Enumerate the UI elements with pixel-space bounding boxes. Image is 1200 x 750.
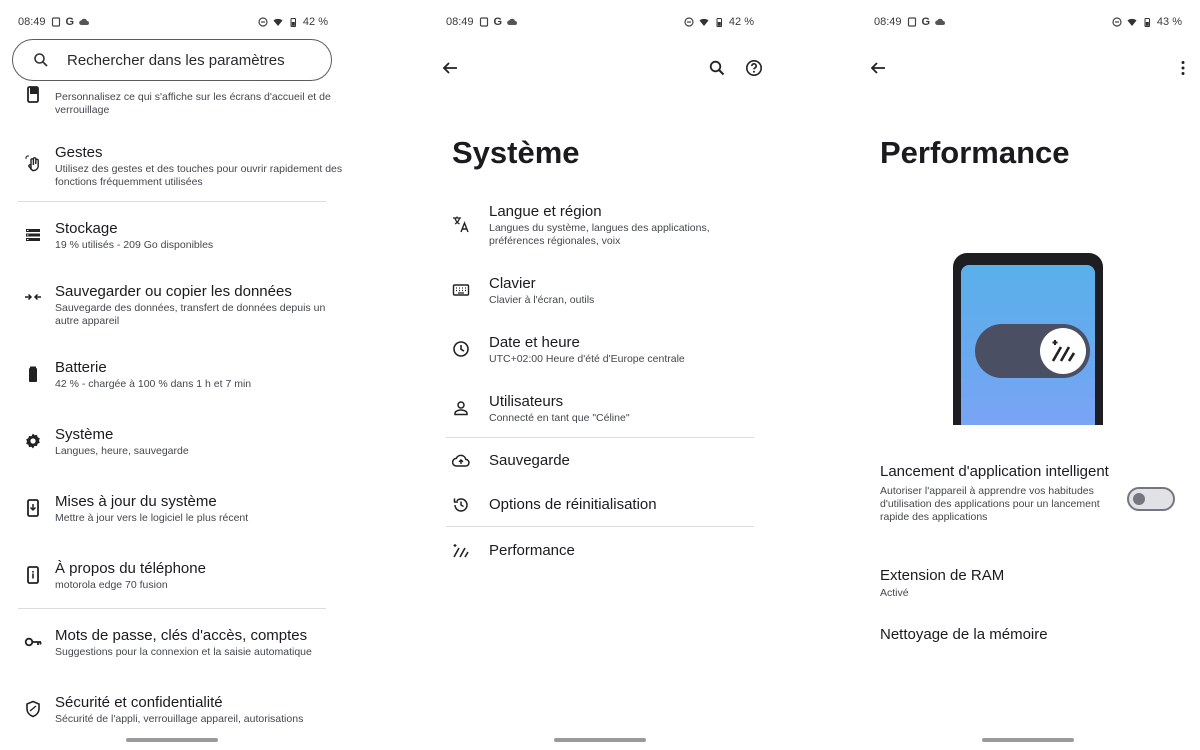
settings-item-subtitle: Sécurité de l'appli, verrouillage appareil, autorisations bbox=[55, 713, 304, 725]
setting-smart-app-launch[interactable] bbox=[880, 462, 1120, 524]
system-item-title: Clavier bbox=[489, 275, 536, 292]
google-icon: G bbox=[493, 16, 503, 28]
data-transfer-icon bbox=[24, 288, 42, 306]
settings-item-title: Batterie bbox=[55, 359, 107, 376]
performance-icon bbox=[1049, 337, 1077, 365]
system-item-title: Options de réinitialisation bbox=[489, 496, 657, 513]
page-title: Système bbox=[452, 135, 580, 170]
battery-level: 42 % bbox=[302, 16, 328, 28]
settings-item-subtitle: motorola edge 70 fusion bbox=[55, 579, 168, 591]
smart-app-launch-toggle[interactable] bbox=[1127, 487, 1175, 511]
back-arrow-icon[interactable] bbox=[869, 59, 887, 77]
settings-panel bbox=[0, 0, 400, 750]
settings-item-title: Sauvegarder ou copier les données bbox=[55, 283, 292, 300]
status-time: 08:49 bbox=[874, 16, 902, 28]
setting-title: Extension de RAM bbox=[880, 567, 1005, 584]
section-divider bbox=[18, 608, 326, 609]
status-bar bbox=[874, 12, 1182, 32]
search-icon bbox=[33, 52, 49, 68]
settings-item-subtitle: 42 % - chargée à 100 % dans 1 h et 7 min bbox=[55, 378, 252, 390]
status-time: 08:49 bbox=[446, 16, 474, 28]
settings-item-title: À propos du téléphone bbox=[55, 560, 206, 577]
google-icon: G bbox=[65, 16, 75, 28]
dnd-icon bbox=[684, 17, 694, 27]
wifi-icon bbox=[273, 17, 283, 27]
system-panel bbox=[400, 0, 800, 750]
section-divider bbox=[18, 201, 326, 202]
system-update-icon bbox=[24, 499, 42, 517]
illustration-knob bbox=[1040, 328, 1086, 374]
settings-item-subtitle: Sauvegarde des données, transfert de données depuis un autre appareil bbox=[55, 302, 326, 327]
wifi-icon bbox=[699, 17, 709, 27]
system-item-subtitle: Clavier à l'écran, outils bbox=[489, 294, 595, 306]
dnd-icon bbox=[258, 17, 268, 27]
setting-subtitle: Autoriser l'appareil à apprendre vos habitudes d'utilisation des applications pour un lancement rapide des applications bbox=[880, 485, 1100, 523]
performance-icon bbox=[452, 542, 470, 560]
settings-item-title: Mises à jour du système bbox=[55, 493, 217, 510]
help-icon[interactable] bbox=[745, 59, 763, 77]
key-icon bbox=[24, 633, 42, 651]
gesture-nav-handle[interactable] bbox=[554, 738, 646, 742]
cloud-icon bbox=[507, 17, 517, 27]
battery-icon bbox=[714, 17, 724, 27]
cloud-icon bbox=[79, 17, 89, 27]
person-icon bbox=[452, 399, 470, 417]
system-item-date-time[interactable] bbox=[446, 334, 756, 368]
system-item-users[interactable] bbox=[446, 393, 756, 427]
settings-item-passwords-accounts[interactable] bbox=[18, 627, 338, 663]
system-item-title: Date et heure bbox=[489, 334, 580, 351]
cloud-upload-icon bbox=[452, 452, 470, 470]
gesture-nav-handle[interactable] bbox=[126, 738, 218, 742]
dnd-icon bbox=[1112, 17, 1122, 27]
cloud-icon bbox=[935, 17, 945, 27]
settings-item-battery[interactable] bbox=[18, 359, 338, 395]
system-item-subtitle: Connecté en tant que "Céline" bbox=[489, 412, 630, 424]
gear-icon bbox=[24, 432, 42, 450]
system-item-title: Performance bbox=[489, 542, 575, 559]
settings-item-subtitle: 19 % utilisés - 209 Go disponibles bbox=[55, 239, 214, 251]
setting-memory-cleanup[interactable] bbox=[880, 625, 1160, 644]
toggle-thumb bbox=[1133, 493, 1145, 505]
shield-icon bbox=[24, 700, 42, 718]
system-item-title: Langue et région bbox=[489, 203, 602, 220]
system-item-reset-options[interactable] bbox=[446, 496, 756, 516]
system-item-keyboard[interactable] bbox=[446, 275, 756, 309]
battery-level: 43 % bbox=[1156, 16, 1182, 28]
gesture-hand-icon bbox=[24, 154, 42, 172]
settings-item-subtitle: Utilisez des gestes et des touches pour ouvrir rapidement des fonctions fréquemment utilisées bbox=[55, 163, 343, 188]
settings-item-subtitle: Personnalisez ce qui s'affiche sur les écrans d'accueil et de verrouillage bbox=[55, 91, 331, 116]
system-item-title: Utilisateurs bbox=[489, 393, 564, 410]
system-item-performance[interactable] bbox=[446, 542, 756, 562]
translate-icon bbox=[452, 215, 470, 233]
wifi-icon bbox=[1127, 17, 1137, 27]
system-item-title: Sauvegarde bbox=[489, 452, 570, 469]
wallpaper-icon bbox=[24, 86, 42, 104]
setting-subtitle: Activé bbox=[880, 587, 909, 599]
google-icon: G bbox=[921, 16, 931, 28]
status-time: 08:49 bbox=[18, 16, 46, 28]
battery-icon bbox=[24, 365, 42, 383]
settings-search-bar[interactable] bbox=[12, 39, 332, 81]
settings-item-title: Stockage bbox=[55, 220, 118, 237]
history-icon bbox=[452, 496, 470, 514]
performance-panel bbox=[800, 0, 1200, 750]
search-placeholder: Rechercher dans les paramètres bbox=[67, 52, 285, 69]
settings-item-about-phone[interactable] bbox=[18, 560, 338, 596]
back-arrow-icon[interactable] bbox=[441, 59, 459, 77]
performance-illustration bbox=[953, 253, 1103, 425]
battery-level: 42 % bbox=[728, 16, 754, 28]
battery-icon bbox=[1142, 17, 1152, 27]
settings-item-security-privacy[interactable] bbox=[18, 694, 338, 730]
system-item-language[interactable] bbox=[446, 203, 756, 249]
settings-item-wallpaper[interactable] bbox=[18, 84, 338, 122]
settings-item-title: Système bbox=[55, 426, 114, 443]
settings-item-title: Mots de passe, clés d'accès, comptes bbox=[55, 627, 308, 644]
battery-icon bbox=[288, 17, 298, 27]
settings-item-backup-copy[interactable] bbox=[18, 283, 338, 331]
status-bar bbox=[18, 12, 328, 32]
settings-item-system[interactable] bbox=[18, 426, 338, 462]
illustration-screen bbox=[961, 265, 1095, 425]
system-item-subtitle: Langues du système, langues des applications, préférences régionales, voix bbox=[489, 222, 710, 247]
section-divider bbox=[446, 437, 754, 438]
settings-item-subtitle: Langues, heure, sauvegarde bbox=[55, 445, 189, 457]
settings-item-subtitle: Mettre à jour vers le logiciel le plus récent bbox=[55, 512, 249, 524]
system-item-subtitle: UTC+02:00 Heure d'été d'Europe centrale bbox=[489, 353, 685, 365]
settings-item-title: Sécurité et confidentialité bbox=[55, 694, 223, 711]
setting-title: Lancement d'application intelligent bbox=[880, 463, 1109, 480]
gesture-nav-handle[interactable] bbox=[982, 738, 1074, 742]
notification-icon bbox=[51, 17, 61, 27]
setting-title: Nettoyage de la mémoire bbox=[880, 626, 1048, 643]
settings-item-system-updates[interactable] bbox=[18, 493, 338, 529]
status-bar bbox=[446, 12, 754, 32]
keyboard-icon bbox=[452, 281, 470, 299]
more-options-icon[interactable] bbox=[1174, 59, 1192, 77]
storage-icon bbox=[24, 226, 42, 244]
section-divider bbox=[446, 526, 754, 527]
illustration-toggle bbox=[975, 324, 1090, 378]
settings-item-storage[interactable] bbox=[18, 220, 338, 256]
notification-icon bbox=[907, 17, 917, 27]
clock-icon bbox=[452, 340, 470, 358]
phone-info-icon bbox=[24, 566, 42, 584]
settings-item-title: Gestes bbox=[55, 144, 103, 161]
settings-item-subtitle: Suggestions pour la connexion et la saisie automatique bbox=[55, 646, 312, 658]
setting-ram-extension[interactable] bbox=[880, 566, 1160, 600]
system-item-backup[interactable] bbox=[446, 452, 756, 472]
notification-icon bbox=[479, 17, 489, 27]
search-icon[interactable] bbox=[708, 59, 726, 77]
page-title: Performance bbox=[880, 135, 1070, 170]
settings-item-gestures[interactable] bbox=[18, 144, 343, 194]
